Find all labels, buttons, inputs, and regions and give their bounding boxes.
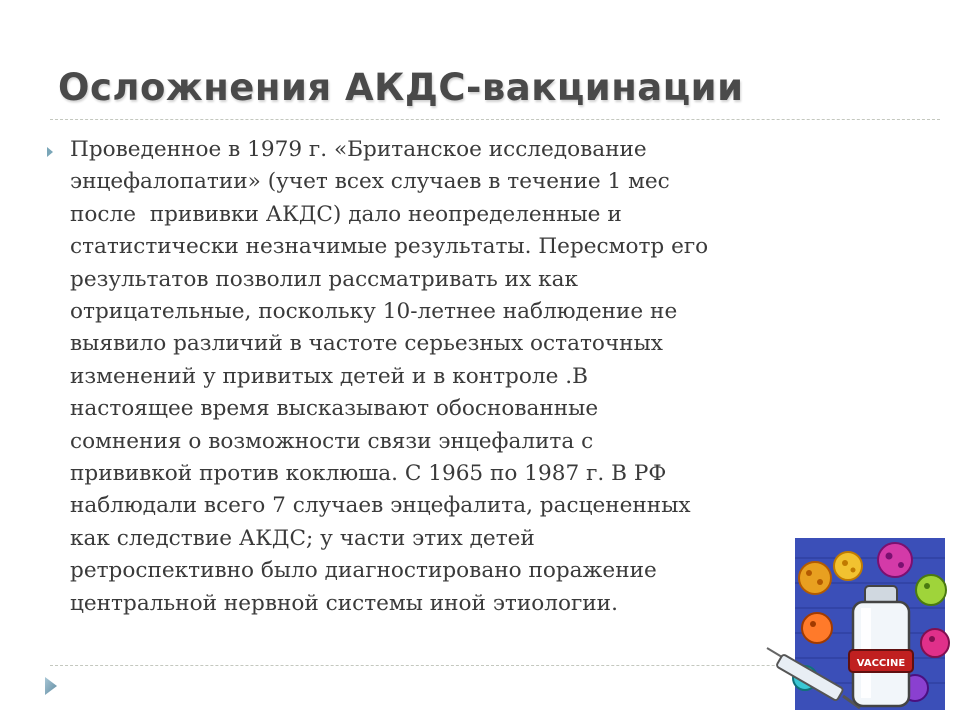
virus-icon (799, 562, 831, 594)
body-line: ретроспективно было диагностировано поражение (70, 558, 657, 584)
body-line: Проведенное в 1979 г. «Британское исследование (70, 137, 647, 162)
body-line: после прививки АКДС) дало неопределенные и (70, 201, 622, 227)
triangle-bullet-icon (47, 147, 53, 157)
body-line: статистически незначимые результаты. Пересмотр его (70, 234, 709, 260)
body-line: сомнения о возможности связи энцефалита с (70, 428, 594, 454)
title-divider (50, 119, 940, 120)
body-line: отрицательные, поскольку 10-летнее наблюдение не (70, 299, 678, 325)
vial-icon (849, 586, 913, 706)
body-line: как следствие АКДС; у части этих детей (70, 525, 535, 551)
body-line: центральной нервной системы иной этиологии. (70, 590, 618, 616)
vial-label: VACCINE (856, 658, 906, 669)
body-paragraph (70, 134, 840, 620)
slide-title: Осложнения АКДС-вакцинации (58, 66, 744, 109)
body-line: изменений у привитых детей и в контроле .В (70, 363, 588, 389)
nav-arrow-icon[interactable] (44, 676, 58, 696)
body-line: выявило различий в частоте серьезных остаточных (70, 331, 663, 357)
body-line: прививкой против коклюша. С 1965 по 1987 г. В РФ (70, 461, 667, 487)
vaccine-clipart (765, 538, 960, 720)
body-line: наблюдали всего 7 случаев энцефалита, расцененных (70, 493, 691, 519)
body-line: результатов позволил рассматривать их как (70, 266, 578, 292)
body-line: настоящее время высказывают обоснованные (70, 396, 599, 422)
body-line: энцефалопатии» (учет всех случаев в течение 1 мес (70, 169, 670, 195)
